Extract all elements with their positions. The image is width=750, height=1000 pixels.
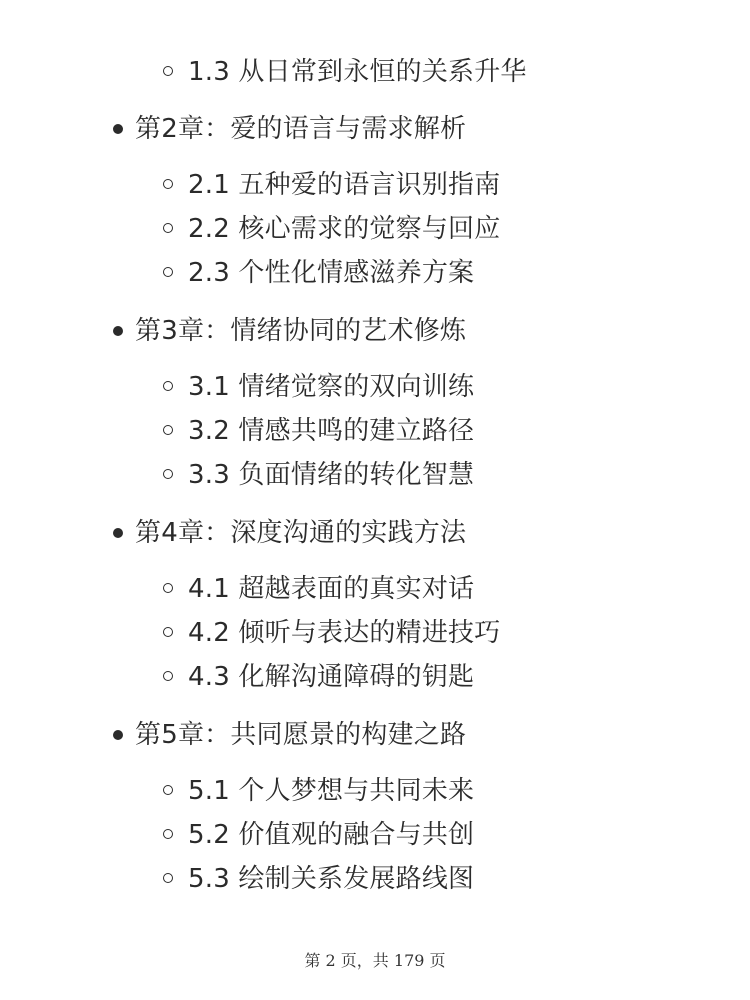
page-number-footer: 第 2 页，共 179 页 — [304, 951, 446, 970]
filled-bullet-icon — [113, 730, 123, 740]
hollow-bullet-icon — [163, 583, 173, 593]
filled-bullet-icon — [113, 528, 123, 538]
hollow-bullet-icon — [163, 873, 173, 883]
subsection-item: 4.2 倾听与表达的精进技巧 — [188, 618, 501, 648]
filled-bullet-icon — [113, 326, 123, 336]
subsection-item: 2.1 五种爱的语言识别指南 — [188, 170, 501, 200]
subsection-item: 5.3 绘制关系发展路线图 — [188, 864, 475, 894]
chapter-item: 第4章：深度沟通的实践方法 — [135, 518, 467, 548]
hollow-bullet-icon — [163, 469, 173, 479]
subsection-item: 3.1 情绪觉察的双向训练 — [188, 372, 475, 402]
chapter-item: 第5章：共同愿景的构建之路 — [135, 720, 467, 750]
hollow-bullet-icon — [163, 785, 173, 795]
hollow-bullet-icon — [163, 381, 173, 391]
subsection-item: 5.1 个人梦想与共同未来 — [188, 776, 475, 806]
hollow-bullet-icon — [163, 179, 173, 189]
subsection-item: 5.2 价值观的融合与共创 — [188, 820, 475, 850]
hollow-bullet-icon — [163, 66, 173, 76]
hollow-bullet-icon — [163, 671, 173, 681]
subsection-item: 1.3 从日常到永恒的关系升华 — [188, 57, 527, 87]
hollow-bullet-icon — [163, 223, 173, 233]
hollow-bullet-icon — [163, 425, 173, 435]
subsection-item: 4.1 超越表面的真实对话 — [188, 574, 475, 604]
hollow-bullet-icon — [163, 829, 173, 839]
subsection-item: 3.3 负面情绪的转化智慧 — [188, 460, 475, 490]
subsection-item: 4.3 化解沟通障碍的钥匙 — [188, 662, 475, 692]
hollow-bullet-icon — [163, 267, 173, 277]
subsection-item: 2.3 个性化情感滋养方案 — [188, 258, 475, 288]
subsection-item: 3.2 情感共鸣的建立路径 — [188, 416, 475, 446]
chapter-item: 第2章：爱的语言与需求解析 — [135, 114, 467, 144]
subsection-item: 2.2 核心需求的觉察与回应 — [188, 214, 501, 244]
hollow-bullet-icon — [163, 627, 173, 637]
chapter-item: 第3章：情绪协同的艺术修炼 — [135, 316, 467, 346]
filled-bullet-icon — [113, 124, 123, 134]
